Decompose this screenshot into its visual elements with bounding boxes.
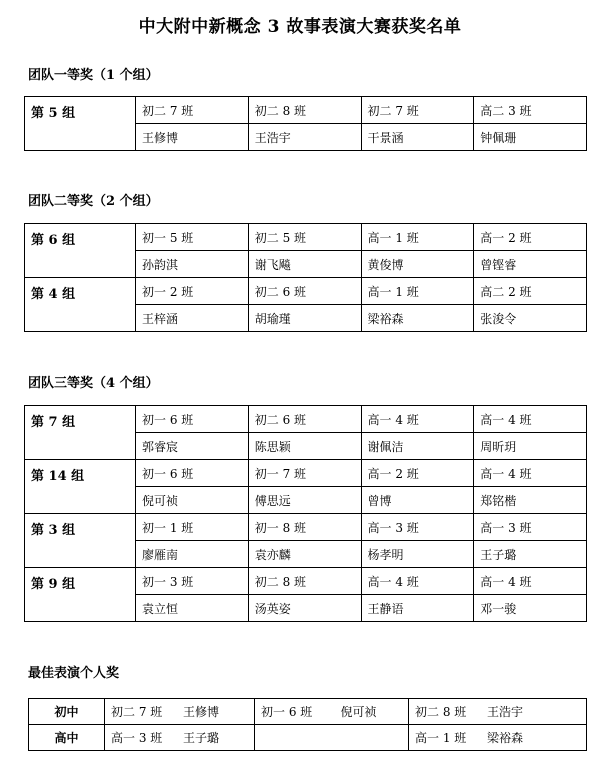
member-class: 初一 6 班 xyxy=(136,460,249,487)
section-heading-first-prize: 团队一等奖（1 个组） xyxy=(28,68,159,83)
member-name: 袁亦麟 xyxy=(248,541,361,568)
member-name: 廖雁南 xyxy=(136,541,249,568)
member-name: 干景涵 xyxy=(361,124,474,151)
individual-award-table xyxy=(28,698,587,751)
winner-class: 高一 1 班 xyxy=(415,731,467,745)
member-name: 胡瑜瑾 xyxy=(248,305,361,332)
third-prize-table xyxy=(24,405,587,622)
member-name: 谢飞飚 xyxy=(248,251,361,278)
table-row xyxy=(29,725,587,751)
winner-class: 初二 8 班 xyxy=(415,705,467,719)
group-name: 第 14 组 xyxy=(25,460,136,514)
winner-cell xyxy=(409,699,587,725)
member-name: 孙韵淇 xyxy=(136,251,249,278)
group-name: 第 6 组 xyxy=(25,224,136,278)
member-class: 高一 4 班 xyxy=(474,460,587,487)
winner-name: 王子璐 xyxy=(183,731,220,745)
page-title: 中大附中新概念 3 故事表演大赛获奖名单 xyxy=(138,17,462,37)
member-name: 曾铿睿 xyxy=(474,251,587,278)
member-class: 初二 8 班 xyxy=(248,97,361,124)
member-name: 倪可祯 xyxy=(136,487,249,514)
member-class: 高一 4 班 xyxy=(361,406,474,433)
winner-cell xyxy=(105,725,255,751)
member-class: 高一 2 班 xyxy=(361,460,474,487)
member-name: 王子璐 xyxy=(474,541,587,568)
member-name: 邓一骏 xyxy=(474,595,587,622)
member-class: 初二 5 班 xyxy=(248,224,361,251)
member-name: 谢佩洁 xyxy=(361,433,474,460)
member-name: 钟佩珊 xyxy=(474,124,587,151)
section-heading-second-prize: 团队二等奖（2 个组） xyxy=(28,194,159,209)
table-row xyxy=(25,97,587,124)
winner-class: 高一 3 班 xyxy=(111,731,163,745)
table-row xyxy=(25,460,587,487)
member-name: 王梓涵 xyxy=(136,305,249,332)
winner-name: 倪可祯 xyxy=(335,699,409,725)
member-name: 王修博 xyxy=(136,124,249,151)
member-class: 高一 1 班 xyxy=(361,278,474,305)
member-name: 郑铭楷 xyxy=(474,487,587,514)
group-name: 第 4 组 xyxy=(25,278,136,332)
second-prize-table xyxy=(24,223,587,332)
winner-class: 初二 7 班 xyxy=(111,705,163,719)
member-class: 初一 8 班 xyxy=(248,514,361,541)
member-name: 郭睿宸 xyxy=(136,433,249,460)
member-name: 杨孝明 xyxy=(361,541,474,568)
member-class: 高一 4 班 xyxy=(474,568,587,595)
member-class: 初一 6 班 xyxy=(136,406,249,433)
member-class: 高一 2 班 xyxy=(474,224,587,251)
group-name: 第 5 组 xyxy=(25,97,136,151)
table-row xyxy=(25,514,587,541)
member-class: 初二 7 班 xyxy=(136,97,249,124)
member-name: 傅思远 xyxy=(248,487,361,514)
member-name: 王静语 xyxy=(361,595,474,622)
group-name: 第 7 组 xyxy=(25,406,136,460)
section-heading-third-prize: 团队三等奖（4 个组） xyxy=(28,376,159,391)
section-heading-individual: 最佳表演个人奖 xyxy=(28,666,120,681)
table-row xyxy=(25,224,587,251)
member-class: 初一 1 班 xyxy=(136,514,249,541)
member-class: 高一 4 班 xyxy=(474,406,587,433)
member-name: 梁裕森 xyxy=(361,305,474,332)
level-label: 高中 xyxy=(29,725,105,751)
member-class: 高一 1 班 xyxy=(361,224,474,251)
member-class: 初二 8 班 xyxy=(248,568,361,595)
first-prize-table xyxy=(24,96,587,151)
table-row xyxy=(25,568,587,595)
winner-class: 初一 6 班 xyxy=(255,699,335,725)
member-name: 王浩宇 xyxy=(248,124,361,151)
winner-cell xyxy=(409,725,587,751)
member-class: 初二 6 班 xyxy=(248,278,361,305)
member-class: 初二 6 班 xyxy=(248,406,361,433)
member-name: 张浚令 xyxy=(474,305,587,332)
table-row xyxy=(25,278,587,305)
member-name: 汤英姿 xyxy=(248,595,361,622)
member-name: 黄俊博 xyxy=(361,251,474,278)
table-row xyxy=(25,406,587,433)
empty-cell xyxy=(255,725,409,751)
member-class: 初一 5 班 xyxy=(136,224,249,251)
member-class: 高一 4 班 xyxy=(361,568,474,595)
member-class: 高二 2 班 xyxy=(474,278,587,305)
member-class: 高一 3 班 xyxy=(474,514,587,541)
level-label: 初中 xyxy=(29,699,105,725)
group-name: 第 9 组 xyxy=(25,568,136,622)
member-name: 陈思颖 xyxy=(248,433,361,460)
member-class: 初一 2 班 xyxy=(136,278,249,305)
member-class: 初二 7 班 xyxy=(361,97,474,124)
member-class: 高二 3 班 xyxy=(474,97,587,124)
member-name: 袁立恒 xyxy=(136,595,249,622)
group-name: 第 3 组 xyxy=(25,514,136,568)
member-class: 初一 3 班 xyxy=(136,568,249,595)
member-name: 曾博 xyxy=(361,487,474,514)
winner-cell xyxy=(105,699,255,725)
member-class: 初一 7 班 xyxy=(248,460,361,487)
winner-name: 王修博 xyxy=(183,705,220,719)
table-row xyxy=(29,699,587,725)
winner-name: 王浩宇 xyxy=(487,705,524,719)
member-class: 高一 3 班 xyxy=(361,514,474,541)
winner-name: 梁裕森 xyxy=(487,731,524,745)
member-name: 周昕玥 xyxy=(474,433,587,460)
